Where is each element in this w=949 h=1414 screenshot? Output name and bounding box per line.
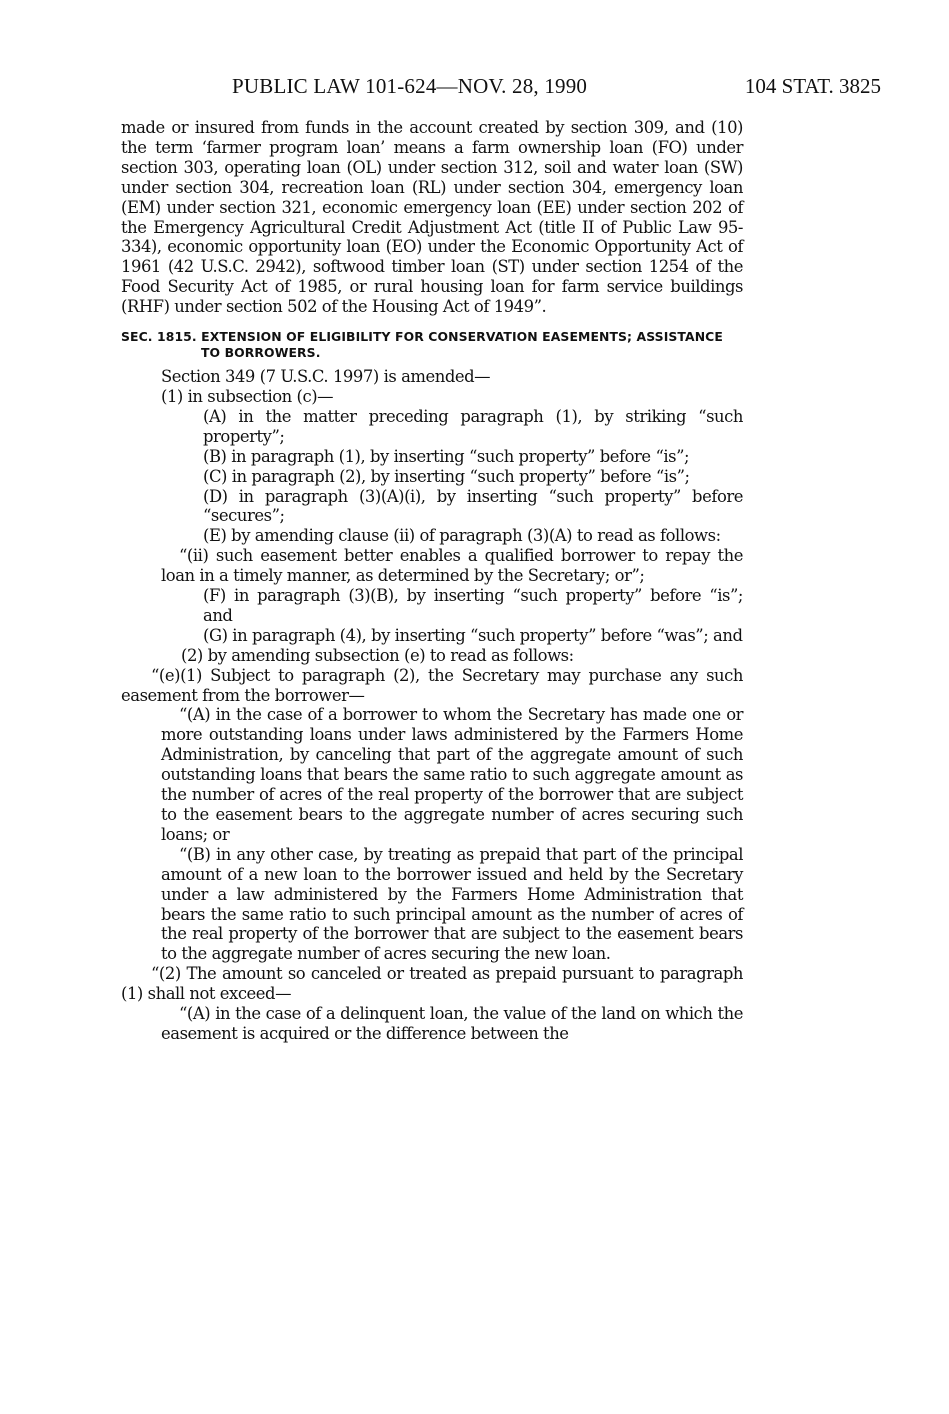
subparagraph-E: (E) by amending clause (ii) of paragraph (3)(A) to read as follows: bbox=[203, 526, 721, 546]
subsection-e1: “(e)(1) Subject to paragraph (2), the Secretary may purchase any such easement from the borrower— bbox=[121, 665, 743, 705]
subsection-e2-A: “(A) in the case of a delinquent loan, the value of the land on which the easement is acquired or the difference between the bbox=[161, 1004, 743, 1043]
paragraph-1: (1) in subsection (c)— bbox=[161, 386, 334, 406]
subparagraph-list-c bbox=[121, 407, 743, 546]
statute-page-number: 104 STAT. 3825 bbox=[744, 74, 881, 98]
subparagraph-D: (D) in paragraph (3)(A)(i), by inserting “such property” before “secures”; bbox=[203, 486, 743, 526]
running-head-title: PUBLIC LAW 101-624—NOV. 28, 1990 bbox=[232, 74, 588, 98]
paragraph-section-349: Section 349 (7 U.S.C. 1997) is amended— bbox=[161, 367, 491, 387]
paragraph-2: (2) by amending subsection (e) to read as follows: bbox=[181, 645, 574, 665]
paragraph-intro: made or insured from funds in the account created by section 309, and (10) the term ‘farmer program loan’ means a farm ownership loan (FO) under section 303, operating loan (OL) under section 312, soil and water loan (SW) under section 304, recreation loan (RL) under section 304, emergency loan (EM) under section 321, economic emergency loan (EE) under section 202 of the Emergency Agricultural Credit Adjustment Act (title II of Public Law 95-334), economic opportunity loan (EO) under the Economic Opportunity Act of 1961 (42 U.S.C. 2942), softwood timber loan (ST) under section 1254 of the Food Security Act of 1985, or rural housing loan for farm service buildings (RHF) under section 502 of the Housing Act of 1949”. bbox=[121, 118, 743, 317]
subsection-e1-A: “(A) in the case of a borrower to whom the Secretary has made one or more outstanding loans under laws administered by the Farmers Home Administration, by canceling that part of the aggregate amount of such outstanding loans that bears the same ratio to such aggregate amount as the number of acres of the real property of the borrower that are subject to the easement bears to the aggregate number of acres securing such loans; or bbox=[161, 705, 743, 844]
subparagraph-C: (C) in paragraph (2), by inserting “such property” before “is”; bbox=[203, 466, 690, 486]
subparagraph-G: (G) in paragraph (4), by inserting “such property” before “was”; and bbox=[203, 625, 743, 645]
subsection-e2: “(2) The amount so canceled or treated as prepaid pursuant to paragraph (1) shall not exceed— bbox=[121, 964, 743, 1004]
page-header bbox=[0, 74, 949, 104]
subparagraph-A: (A) in the matter preceding paragraph (1), by striking “such property”; bbox=[203, 406, 743, 446]
section-title: EXTENSION OF ELIGIBILITY FOR CONSERVATION EASEMENTS; ASSISTANCE TO BORROWERS. bbox=[201, 329, 723, 361]
document-body bbox=[121, 118, 743, 1044]
subparagraph-F: (F) in paragraph (3)(B), by inserting “such property” before “is”; and bbox=[203, 586, 743, 625]
subparagraph-B: (B) in paragraph (1), by inserting “such property” before “is”; bbox=[203, 446, 690, 466]
clause-ii: “(ii) such easement better enables a qualified borrower to repay the loan in a timely manner, as determined by the Secretary; or”; bbox=[161, 546, 743, 586]
subparagraph-list-c-cont bbox=[121, 586, 743, 646]
subsection-e1-B: “(B) in any other case, by treating as prepaid that part of the principal amount of a new loan to the borrower issued and held by the Secretary under a law administered by the Farmers Home Administration that bears the same ratio to such principal amount as the number of acres of the real property of the borrower that are subject to the easement bears to the aggregate number of acres securing the new loan. bbox=[161, 844, 743, 964]
section-heading bbox=[121, 329, 743, 361]
section-number: SEC. 1815. bbox=[121, 329, 197, 345]
